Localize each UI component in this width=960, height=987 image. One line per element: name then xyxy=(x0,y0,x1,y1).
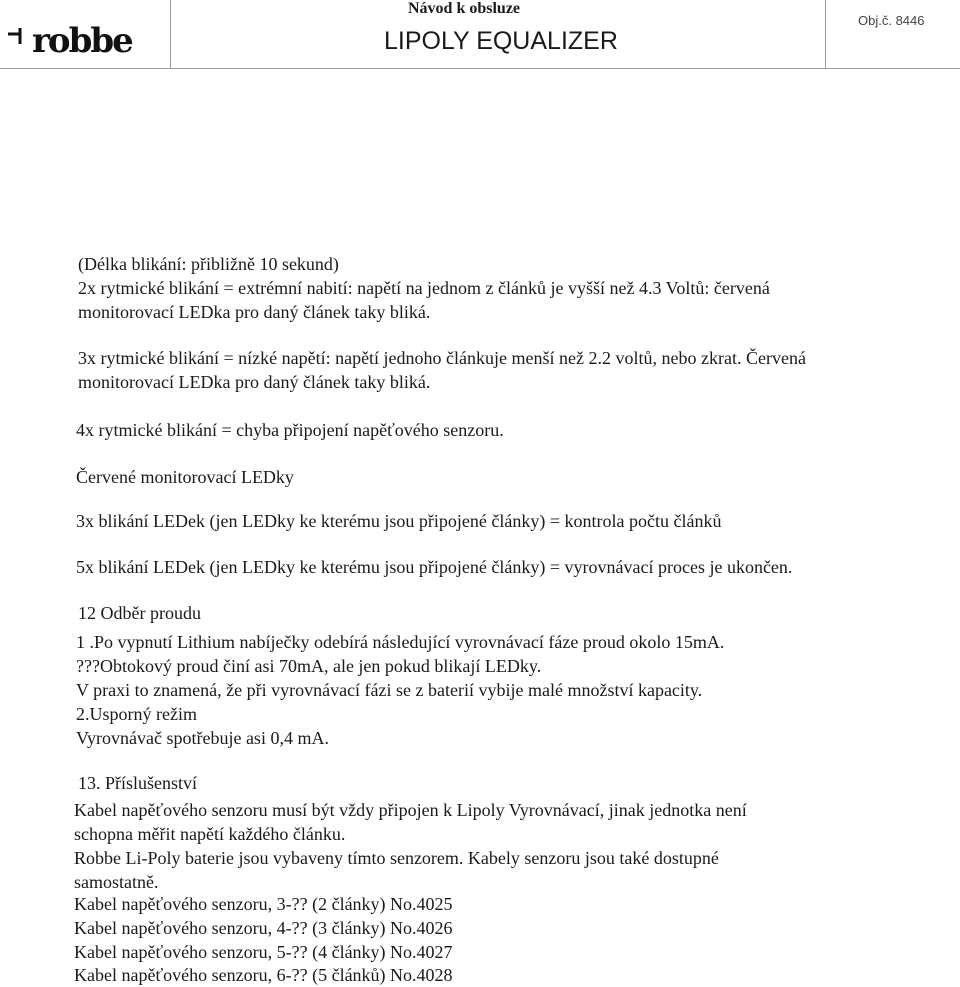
cable-item-3: Kabel napěťového senzoru, 5-?? (4 články) No.4027 xyxy=(74,942,453,962)
blink2-text-line1: 2x rytmické blikání = extrémní nabití: napětí na jednom z článků je vyšší než 4.3 Voltů: červená xyxy=(78,278,770,298)
cable-item-2: Kabel napěťového senzoru, 4-?? (3 články) No.4026 xyxy=(74,918,453,938)
blink2-text-line2: monitorovací LEDka pro daný článek taky bliká. xyxy=(78,302,431,322)
robbe-logo xyxy=(6,14,156,61)
red-leds-5x-text: 5x blikání LEDek (jen LEDky ke kterému jsou připojené články) = vyrovnávací proces je ukončen. xyxy=(76,557,793,577)
header-divider-left xyxy=(170,0,171,68)
red-leds-3x-text: 3x blikání LEDek (jen LEDky ke kterému jsou připojené články) = kontrola počtu článků xyxy=(76,511,722,531)
section-13-line3: Robbe Li-Poly baterie jsou vybaveny tímto senzorem. Kabely senzoru jsou také dostupné xyxy=(74,848,719,868)
section-12-line4: 2.Usporný režim xyxy=(76,704,197,724)
cable-item-1: Kabel napěťového senzoru, 3-?? (2 články) No.4025 xyxy=(74,894,453,914)
blink3-text-line1: 3x rytmické blikání = nízké napětí: napětí jednoho článkuje menší než 2.2 voltů, nebo zkrat. Červená xyxy=(78,348,806,368)
logo-wordmark: robbe xyxy=(32,21,132,61)
section-13-line1: Kabel napěťového senzoru musí být vždy připojen k Lipoly Vyrovnávací, jinak jednotka není xyxy=(74,800,747,820)
section-13-line4: samostatně. xyxy=(74,872,159,892)
blink3-text-line2: monitorovací LEDka pro daný článek taky bliká. xyxy=(78,372,431,392)
order-number: Obj.č. 8446 xyxy=(858,13,925,28)
section-13-heading: 13. Příslušenství xyxy=(78,773,198,793)
logo-arrow-icon xyxy=(6,24,26,48)
page-header xyxy=(0,0,960,70)
red-leds-heading: Červené monitorovací LEDky xyxy=(76,467,294,487)
section-12-line3: V praxi to znamená, že při vyrovnávací fázi se z baterií vybije malé množství kapacity. xyxy=(76,680,703,700)
section-12-line2: ???Obtokový proud činí asi 70mA, ale jen pokud blikají LEDky. xyxy=(76,656,542,676)
doc-kind-label: Návod k obsluze xyxy=(408,0,521,17)
header-rule xyxy=(0,68,960,69)
blink-duration-text: (Délka blikání: přibližně 10 sekund) xyxy=(78,254,339,274)
blink4-text: 4x rytmické blikání = chyba připojení napěťového senzoru. xyxy=(76,420,504,440)
section-12-line5: Vyrovnávač spotřebuje asi 0,4 mA. xyxy=(76,728,329,748)
cable-item-4: Kabel napěťového senzoru, 6-?? (5 článků) No.4028 xyxy=(74,965,453,985)
section-13-line2: schopna měřit napětí každého článku. xyxy=(74,824,346,844)
section-12-heading: 12 Odběr proudu xyxy=(78,603,201,623)
section-12-line1: 1 .Po vypnutí Lithium nabíječky odebírá následující vyrovnávací fáze proud okolo 15mA. xyxy=(76,632,725,652)
doc-title: LIPOLY EQUALIZER xyxy=(384,27,618,55)
header-divider-right xyxy=(825,0,826,68)
